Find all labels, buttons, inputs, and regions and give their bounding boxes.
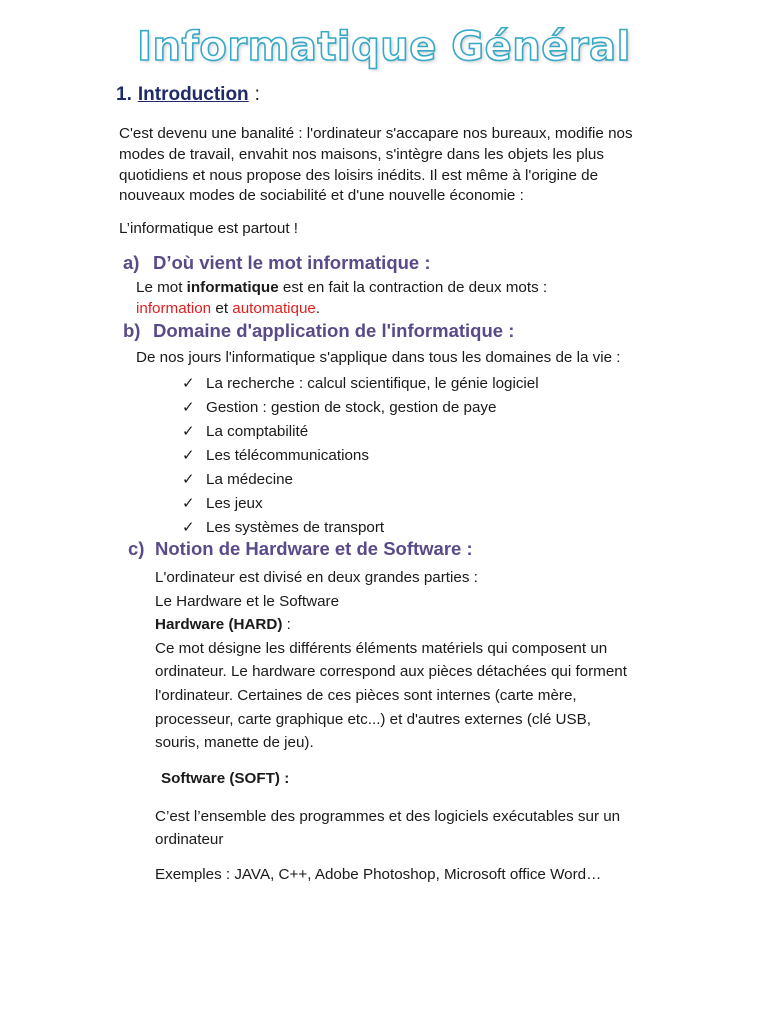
list-item bbox=[182, 371, 539, 395]
application-list bbox=[182, 371, 539, 539]
check-icon: ✓ bbox=[182, 374, 195, 392]
list-item-text: Les systèmes de transport bbox=[206, 519, 385, 536]
section-1-label: Introduction bbox=[137, 84, 249, 105]
list-item-text: La comptabilité bbox=[206, 423, 309, 440]
check-icon: ✓ bbox=[182, 422, 195, 440]
software-body bbox=[155, 805, 620, 851]
list-item-text: La recherche : calcul scientifique, le génie logiciel bbox=[206, 375, 539, 392]
check-icon: ✓ bbox=[182, 398, 195, 416]
hardware-line: ordinateur. Le hardware correspond aux pièces détachées qui forment bbox=[155, 663, 627, 681]
software-label: Software (SOFT) : bbox=[161, 770, 290, 787]
examples-line: Exemples : JAVA, C++, Adobe Photoshop, Microsoft office Word… bbox=[155, 866, 602, 883]
section-c-line-2: Le Hardware et le Software bbox=[155, 592, 340, 610]
text-segment: . bbox=[315, 299, 321, 317]
check-icon: ✓ bbox=[182, 494, 195, 512]
hardware-line: souris, manette de jeu). bbox=[155, 734, 314, 752]
section-b-marker: b) bbox=[123, 320, 141, 341]
list-item bbox=[182, 515, 539, 539]
section-a-body bbox=[136, 278, 547, 320]
section-1-heading bbox=[116, 84, 260, 106]
word-automatique: automatique bbox=[232, 299, 316, 317]
intro-line: nouveaux modes de sociabilité et d'une nouvelle économie : bbox=[119, 187, 524, 205]
software-line: C’est l’ensemble des programmes et des logiciels exécutables sur un bbox=[155, 808, 621, 825]
section-c-line-1: L'ordinateur est divisé en deux grandes parties : bbox=[155, 569, 478, 586]
section-c-intro bbox=[155, 566, 627, 755]
intro-paragraph bbox=[119, 124, 633, 207]
intro-line: quotidiens et nous propose des loisirs inédits. Il est même à l'origine de bbox=[119, 166, 599, 184]
list-item bbox=[182, 491, 539, 515]
intro-line: modes de travail, envahit nos maisons, s'intègre dans les objets les plus bbox=[119, 145, 604, 163]
section-a-title: D’où vient le mot informatique : bbox=[153, 252, 431, 273]
list-item bbox=[182, 419, 539, 443]
hardware-colon: : bbox=[286, 616, 291, 634]
informatique-bold: informatique bbox=[186, 279, 279, 296]
partout-text: L’informatique est partout ! bbox=[119, 220, 298, 237]
section-b-intro: De nos jours l'informatique s'applique dans tous les domaines de la vie : bbox=[136, 349, 621, 366]
list-item bbox=[182, 467, 539, 491]
list-item bbox=[182, 395, 539, 419]
text-segment: et bbox=[215, 299, 229, 317]
section-a-line-1 bbox=[136, 278, 547, 299]
list-item-text: Les jeux bbox=[206, 495, 263, 512]
section-b-heading bbox=[123, 320, 514, 342]
text-segment: Le mot bbox=[136, 279, 183, 296]
hardware-line: Ce mot désigne les différents éléments matériels qui composent un bbox=[155, 639, 608, 657]
section-b-title: Domaine d'application de l'informatique : bbox=[153, 320, 515, 341]
section-1-colon: : bbox=[254, 84, 260, 105]
section-c-title: Notion de Hardware et de Software : bbox=[155, 538, 473, 559]
check-icon: ✓ bbox=[182, 518, 195, 536]
page-title: Informatique Général bbox=[137, 24, 631, 70]
section-a-heading bbox=[123, 252, 431, 274]
hardware-line: processeur, carte graphique etc...) et d'autres externes (clé USB, bbox=[155, 710, 591, 728]
section-1-number: 1. bbox=[116, 84, 132, 105]
list-item bbox=[182, 443, 539, 467]
word-information: information bbox=[136, 299, 212, 317]
hardware-label: Hardware (HARD) bbox=[155, 616, 283, 634]
section-c-heading bbox=[128, 538, 473, 560]
list-item-text: La médecine bbox=[206, 471, 293, 488]
hardware-line: l'ordinateur. Certaines de ces pièces sont internes (carte mère, bbox=[155, 686, 577, 704]
hardware-heading bbox=[155, 613, 627, 637]
list-item-text: Les télécommunications bbox=[206, 447, 369, 464]
text-segment: est en fait la contraction de deux mots : bbox=[282, 279, 548, 296]
list-item-text: Gestion : gestion de stock, gestion de paye bbox=[206, 399, 497, 416]
section-a-marker: a) bbox=[123, 252, 140, 273]
check-icon: ✓ bbox=[182, 470, 195, 488]
section-a-line-2 bbox=[136, 299, 547, 320]
check-icon: ✓ bbox=[182, 446, 195, 464]
software-line: ordinateur bbox=[155, 831, 224, 848]
section-c-marker: c) bbox=[128, 538, 145, 559]
intro-line: C'est devenu une banalité : l'ordinateur s'accapare nos bureaux, modifie nos bbox=[119, 125, 633, 142]
